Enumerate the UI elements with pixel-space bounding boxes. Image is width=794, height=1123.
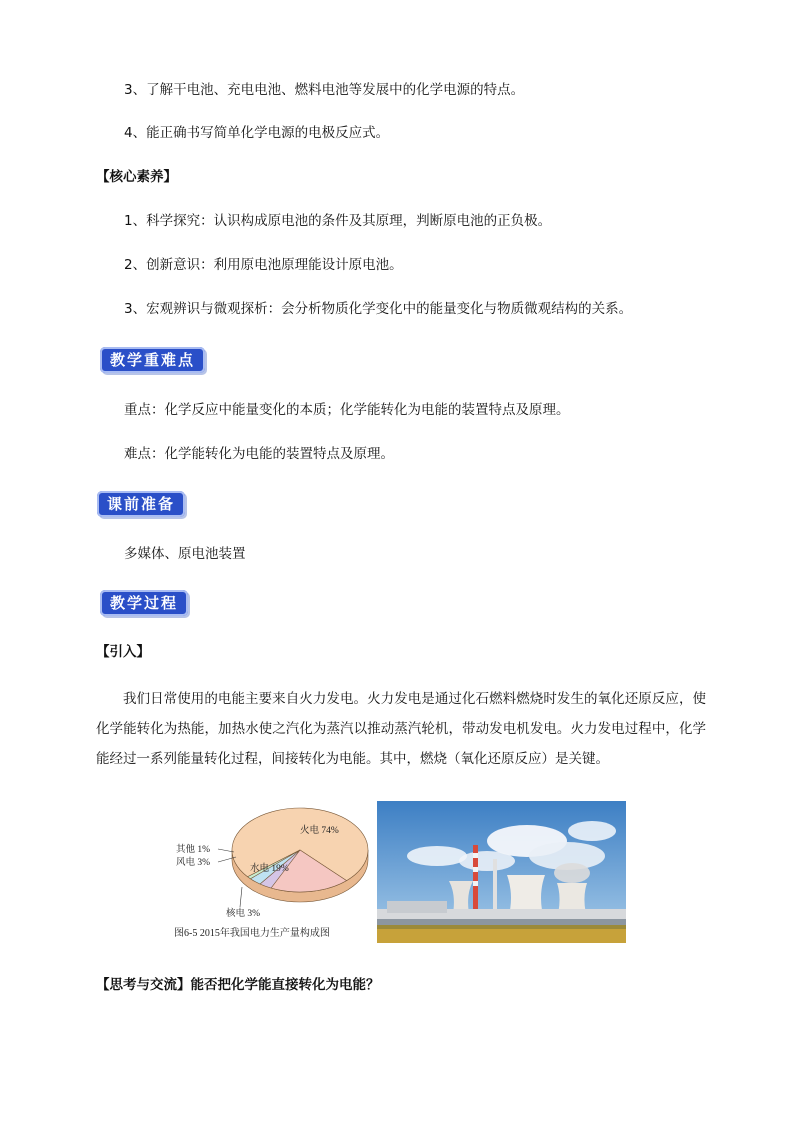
core-item-2: 2、创新意识：利用原电池原理能设计原电池。 bbox=[124, 257, 403, 273]
key-point: 重点：化学反应中能量变化的本质；化学能转化为电能的装置特点及原理。 bbox=[124, 402, 570, 418]
power-pie-chart bbox=[170, 795, 370, 945]
process-badge: 教学过程 bbox=[100, 590, 188, 616]
pie-label-0: 火电 74% bbox=[300, 826, 339, 836]
power-plant-photo bbox=[377, 801, 626, 943]
pie-leader-2 bbox=[240, 887, 242, 907]
pie-label-2: 核电 3% bbox=[226, 909, 261, 919]
keypoints-badge: 教学重难点 bbox=[100, 347, 205, 373]
pie-slices bbox=[232, 808, 368, 902]
prep-badge: 课前准备 bbox=[97, 491, 185, 517]
prep-text: 多媒体、原电池装置 bbox=[124, 546, 246, 562]
core-item-3: 3、宏观辨识与微观探析：会分析物质化学变化中的能量变化与物质微观结构的关系。 bbox=[124, 301, 633, 317]
difficult-point: 难点：化学能转化为电能的装置特点及原理。 bbox=[124, 446, 394, 462]
goal-item-4: 4、能正确书写简单化学电源的电极反应式。 bbox=[124, 125, 390, 141]
pie-leader-4 bbox=[218, 849, 234, 852]
intro-heading: 【引入】 bbox=[96, 644, 150, 660]
goal-item-3: 3、了解干电池、充电电池、燃料电池等发展中的化学电源的特点。 bbox=[124, 82, 525, 98]
intro-paragraph: 我们日常使用的电能主要来自火力发电。火力发电是通过化石燃料燃烧时发生的氧化还原反应，使化学能转化为热能，加热水使之汽化为蒸汽以推动蒸汽轮机，带动发电机发电。火力发电过程中，化学能经过一系列能量转化过程，间接转化为电能。其中，燃烧（氧化还原反应）是关键。 bbox=[96, 691, 706, 767]
pie-label-3: 风电 3% bbox=[176, 858, 211, 868]
core-heading: 【核心素养】 bbox=[96, 169, 177, 185]
pie-label-4: 其他 1% bbox=[176, 845, 211, 855]
chart-title: 图6-5 2015年我国电力生产量构成图 bbox=[174, 928, 330, 939]
core-item-1: 1、科学探究：认识构成原电池的条件及其原理，判断原电池的正负极。 bbox=[124, 213, 552, 229]
think-discuss-question: 【思考与交流】能否把化学能直接转化为电能？ bbox=[96, 977, 380, 993]
pie-label-1: 水电 19% bbox=[250, 864, 289, 874]
